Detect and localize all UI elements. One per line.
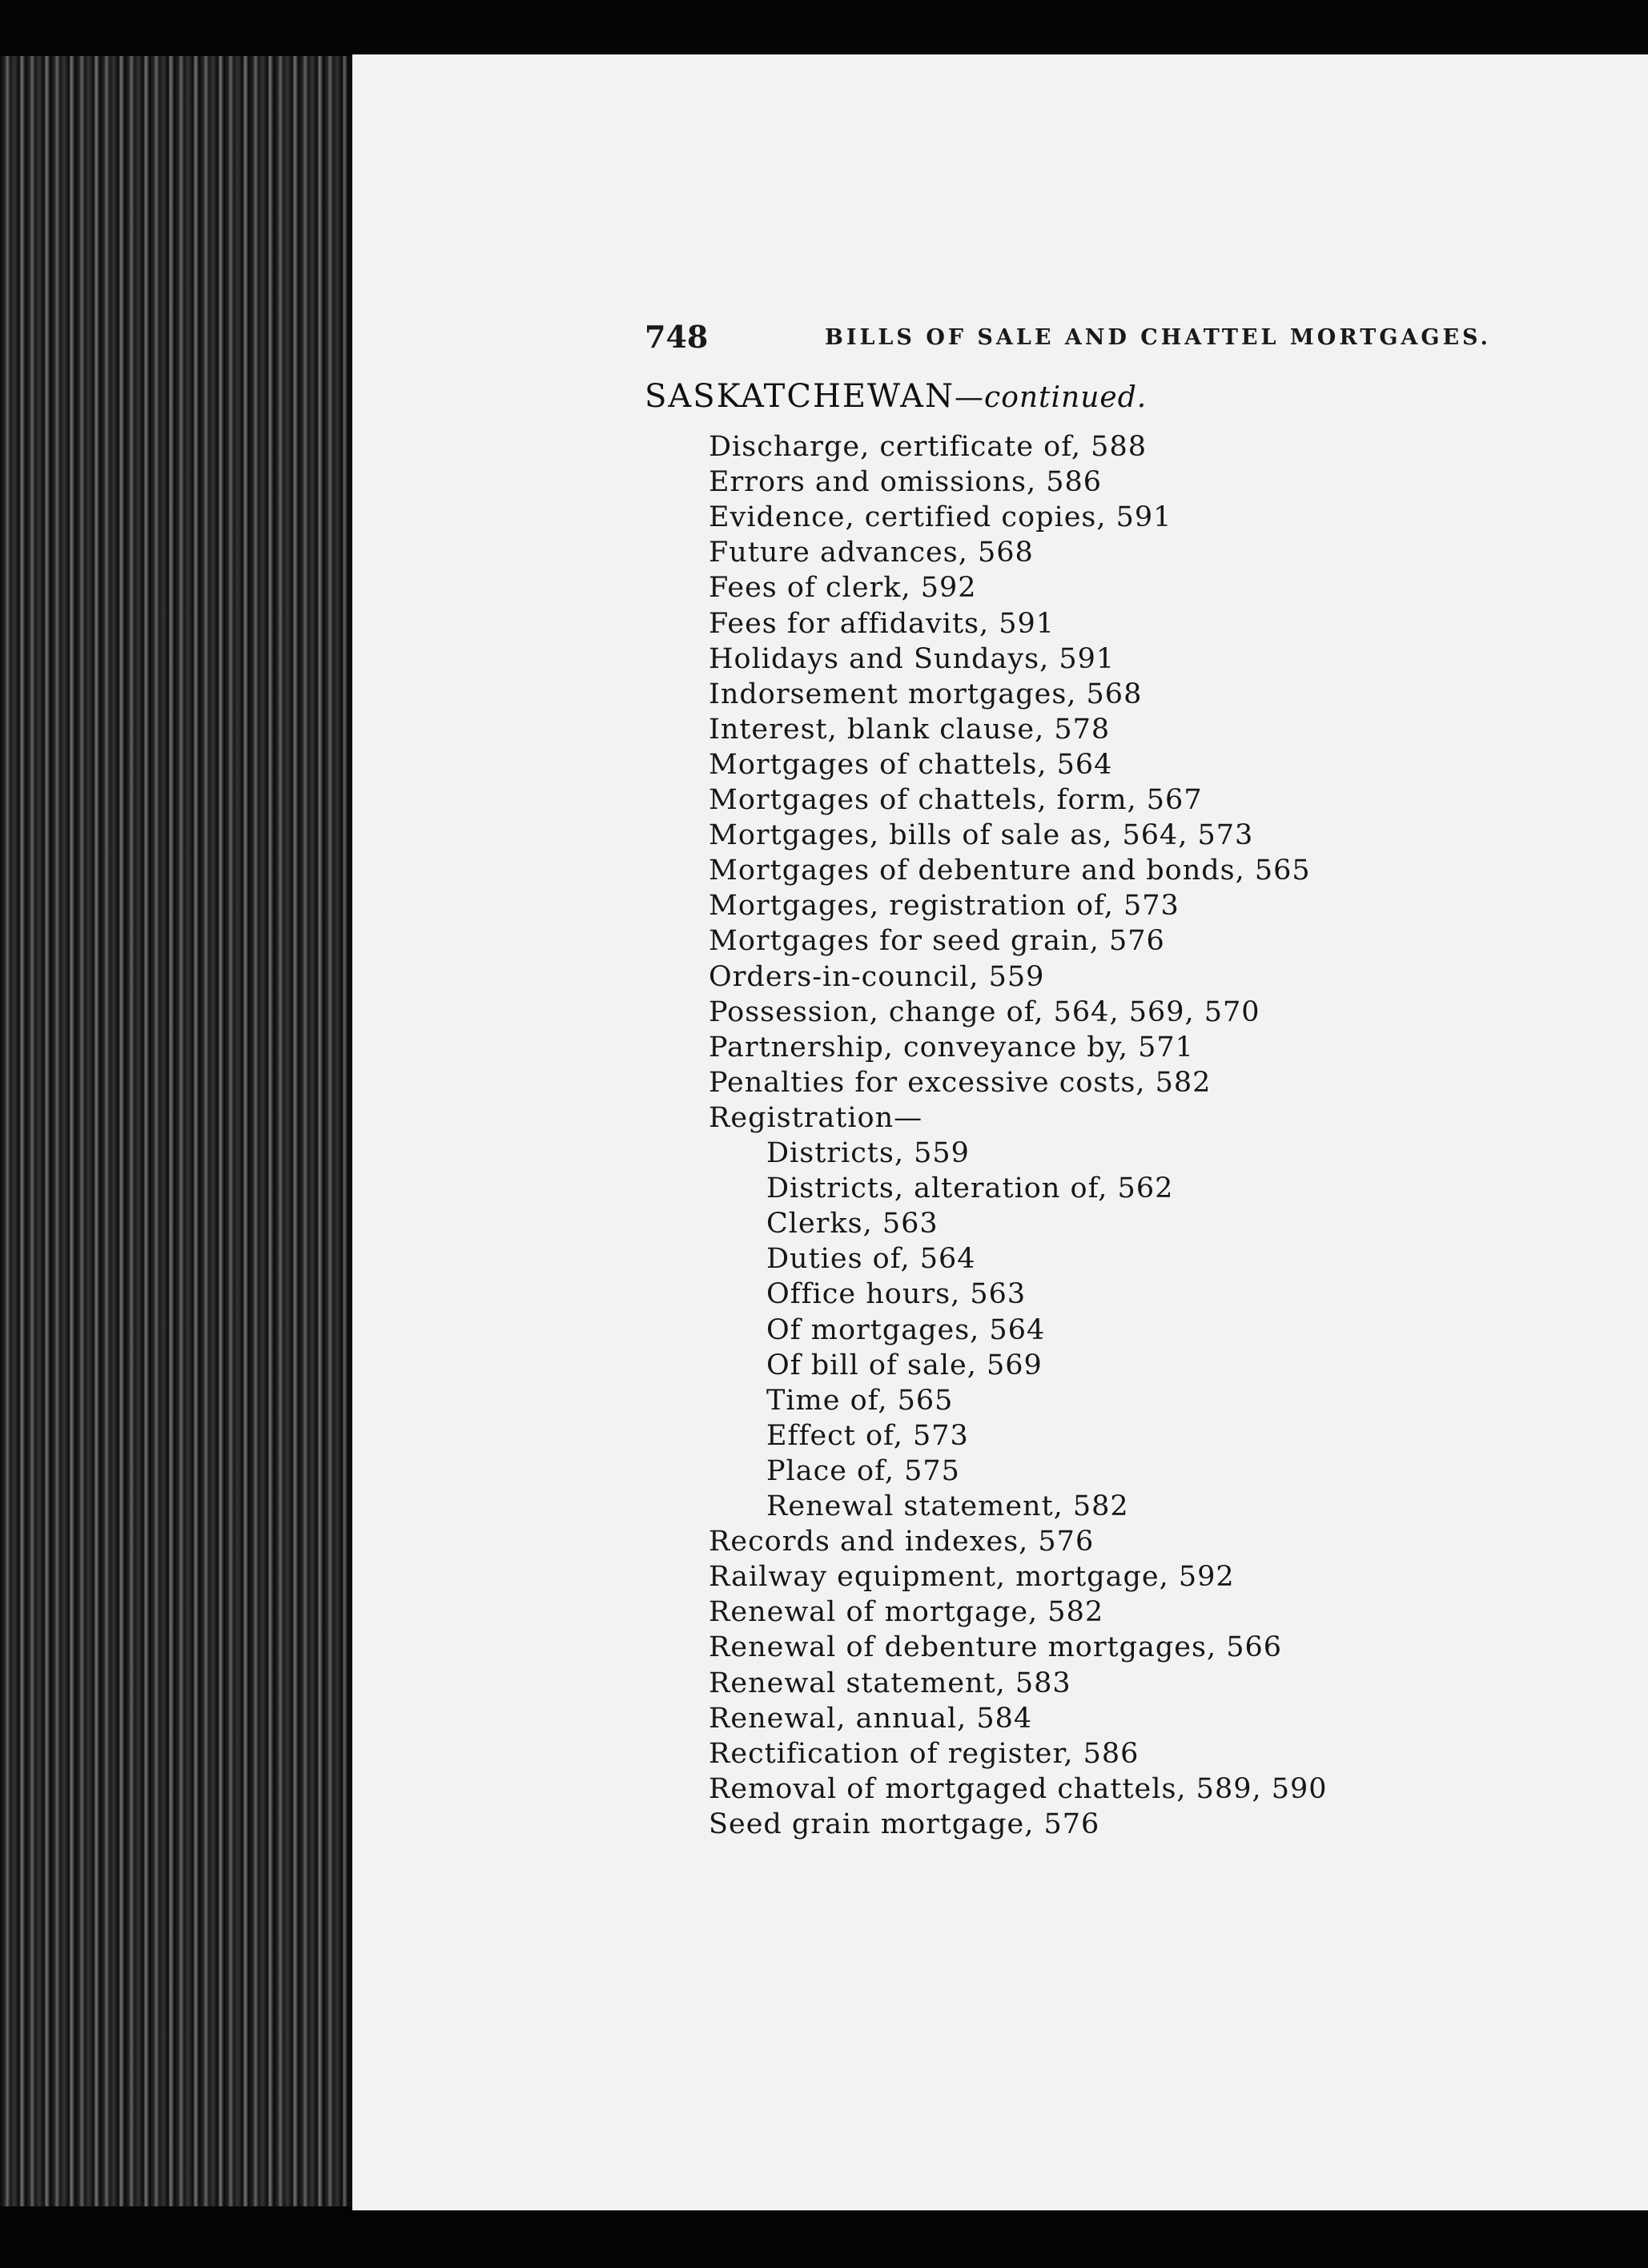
index-entry: Mortgages for seed grain, 576: [709, 925, 1165, 957]
index-entry: Discharge, certificate of, 588: [709, 431, 1147, 463]
index-entry: Removal of mortgaged chattels, 589, 590: [709, 1773, 1328, 1805]
index-subentry: Effect of, 573: [766, 1420, 969, 1452]
index-entry: Interest, blank clause, 578: [709, 714, 1111, 746]
index-entries: [352, 54, 1648, 2210]
index-subentry: Place of, 575: [766, 1455, 960, 1487]
scan-bottom-margin: [0, 2206, 1648, 2268]
index-entry: Registration—: [709, 1102, 923, 1134]
index-entry: Future advances, 568: [709, 537, 1034, 569]
index-subentry: Renewal statement, 582: [766, 1490, 1129, 1522]
index-entry: Mortgages of chattels, 564: [709, 749, 1113, 781]
section-continued-label: —continued.: [955, 381, 1148, 414]
index-entry: Evidence, certified copies, 591: [709, 501, 1172, 533]
index-entry: Errors and omissions, 586: [709, 466, 1103, 498]
section-heading-label: SASKATCHEWAN: [645, 378, 955, 415]
index-entry: Renewal statement, 583: [709, 1667, 1071, 1699]
index-entry: Mortgages, bills of sale as, 564, 573: [709, 819, 1254, 851]
index-entry: Mortgages of debenture and bonds, 565: [709, 855, 1311, 887]
index-entry: Renewal, annual, 584: [709, 1703, 1033, 1735]
index-entry: Orders-in-council, 559: [709, 961, 1045, 993]
index-entry: Fees of clerk, 592: [709, 572, 977, 604]
index-subentry: Duties of, 564: [766, 1243, 976, 1275]
index-entry: Possession, change of, 564, 569, 570: [709, 996, 1260, 1028]
index-entry: Penalties for excessive costs, 582: [709, 1067, 1212, 1099]
index-entry: Records and indexes, 576: [709, 1526, 1095, 1558]
index-entry: Mortgages, registration of, 573: [709, 890, 1180, 922]
index-entry: Mortgages of chattels, form, 567: [709, 784, 1203, 816]
book-spine-edge: [0, 0, 356, 2268]
index-entry: Railway equipment, mortgage, 592: [709, 1561, 1235, 1593]
index-entry: Fees for affidavits, 591: [709, 608, 1055, 640]
book-page: [352, 54, 1648, 2210]
index-subentry: Districts, alteration of, 562: [766, 1172, 1174, 1204]
running-title: BILLS OF SALE AND CHATTEL MORTGAGES.: [825, 325, 1491, 350]
index-subentry: Districts, 559: [766, 1137, 970, 1169]
index-subentry: Time of, 565: [766, 1385, 954, 1417]
scan-top-margin: [0, 0, 1648, 56]
index-subentry: Clerks, 563: [766, 1208, 939, 1240]
index-entry: Partnership, conveyance by, 571: [709, 1031, 1194, 1064]
index-entry: Renewal of mortgage, 582: [709, 1596, 1104, 1628]
index-subentry: Of mortgages, 564: [766, 1314, 1046, 1346]
index-subentry: Of bill of sale, 569: [766, 1349, 1043, 1381]
page-number: 748: [645, 319, 709, 355]
index-entry: Seed grain mortgage, 576: [709, 1808, 1100, 1840]
index-entry: Rectification of register, 586: [709, 1738, 1140, 1770]
index-entry: Holidays and Sundays, 591: [709, 643, 1115, 675]
index-subentry: Office hours, 563: [766, 1278, 1027, 1310]
index-entry: Renewal of debenture mortgages, 566: [709, 1631, 1283, 1663]
index-entry: Indorsement mortgages, 568: [709, 678, 1143, 710]
